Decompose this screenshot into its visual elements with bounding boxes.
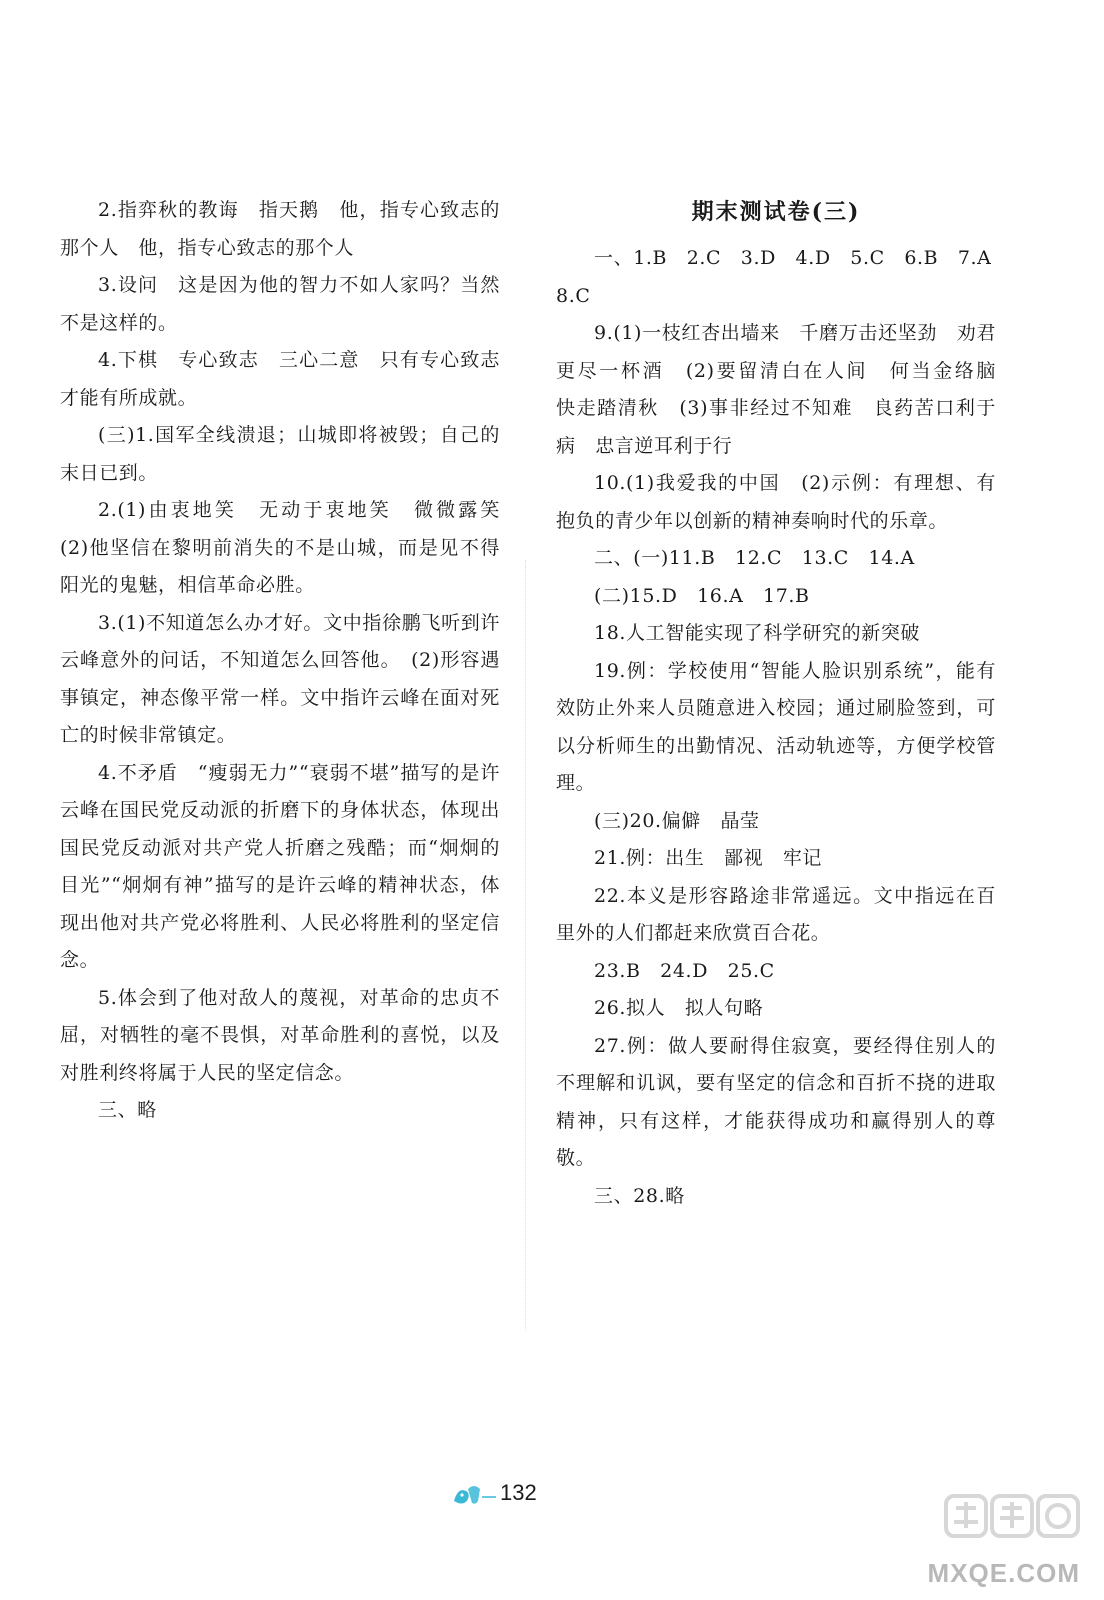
watermark-text: MXQE.COM xyxy=(927,1558,1080,1588)
answer-paragraph: 5.体会到了他对敌人的蔑视，对革命的忠贞不屈，对牺牲的毫不畏惧，对革命胜利的喜悦，以及对胜利终将属于人民的坚定信念。 xyxy=(60,986,500,1084)
answer-paragraph: 4.不矛盾 “瘦弱无力”“衰弱不堪”描写的是许云峰在国民党反动派的折磨下的身体状态，体现出国民党反动派对共产党人折磨之残酷；而“炯炯的目光”“炯炯有神”描写的是许云峰的精神状态，体现出他对共产党必将胜利、人民必将胜利的坚定信念。 xyxy=(60,761,500,971)
answer-paragraph: 2.(1)由衷地笑 无动于衷地笑 微微露笑 (2)他坚信在黎明前消失的不是山城，而是见不得阳光的鬼魅，相信革命必胜。 xyxy=(60,499,520,596)
answer-paragraph: 26.拟人 拟人句略 xyxy=(594,997,764,1019)
answer-paragraph: (三)1.国军全线溃退；山城即将被毁；自己的末日已到。 xyxy=(60,424,500,484)
answer-paragraph: 8.C xyxy=(556,284,591,307)
answer-paragraph: 27.例：做人要耐得住寂寞，要经得住别人的不理解和讥讽，要有坚定的信念和百折不挠的进取精神，只有这样，才能获得成功和赢得别人的尊敬。 xyxy=(556,1034,996,1169)
answer-paragraph: 2.指弈秋的教诲 指天鹅 他，指专心致志的那个人 他，指专心致志的那个人 xyxy=(60,199,500,259)
answer-paragraph: (三)20.偏僻 晶莹 xyxy=(594,809,760,832)
answer-paragraph: 23.B 24.D 25.C xyxy=(594,959,775,982)
answer-paragraph: 9.(1)一枝红杏出墙来 千磨万击还坚劲 劝君更尽一杯酒 (2)要留清白在人间 何当金络脑 快走踏清秋 (3)事非经过不知难 良药苦口利于病 忠言逆耳利于行 xyxy=(556,322,1016,457)
answer-paragraph: 10.(1)我爱我的中国 (2)示例：有理想、有抱负的青少年以创新的精神奏响时代的乐章。 xyxy=(556,472,996,532)
answer-paragraph: 19.例：学校使用“智能人脸识别系统”，能有效防止外来人员随意进入校园；通过刷脸签到，可以分析师生的出勤情况、活动轨迹等，方便学校管理。 xyxy=(556,659,996,794)
page-number: 132 xyxy=(500,1480,537,1505)
answer-paragraph: 4.下棋 专心致志 三心二意 只有专心致志才能有所成就。 xyxy=(60,349,500,409)
right-column xyxy=(556,192,1016,1215)
left-column xyxy=(60,192,520,1130)
section-title: 期末测试卷(三) xyxy=(691,199,861,225)
answer-paragraph: 一、1.B 2.C 3.D 4.D 5.C 6.B 7.A xyxy=(594,247,992,269)
answer-paragraph: (二)15.D 16.A 17.B xyxy=(594,584,810,607)
publisher-logo-icon xyxy=(452,1481,496,1509)
answer-paragraph: 三、28.略 xyxy=(594,1184,685,1207)
answer-paragraph: 22.本义是形容路途非常遥远。文中指远在百里外的人们都赶来欣赏百合花。 xyxy=(556,884,996,944)
answer-paragraph: 三、略 xyxy=(98,1099,157,1121)
answer-paragraph: 18.人工智能实现了科学研究的新突破 xyxy=(594,622,921,644)
column-divider xyxy=(525,560,526,1330)
answer-paragraph: 二、(一)11.B 12.C 13.C 14.A xyxy=(594,547,915,569)
answer-paragraph: 3.设问 这是因为他的智力不如人家吗？当然不是这样的。 xyxy=(60,274,500,334)
answer-paragraph: 3.(1)不知道怎么办才好。文中指徐鹏飞听到许云峰意外的问话，不知道怎么回答他。 (2)形容遇事镇定，神态像平常一样。文中指许云峰在面对死亡的时候非常镇定。 xyxy=(60,611,500,746)
answer-paragraph: 21.例：出生 鄙视 牢记 xyxy=(594,847,823,869)
